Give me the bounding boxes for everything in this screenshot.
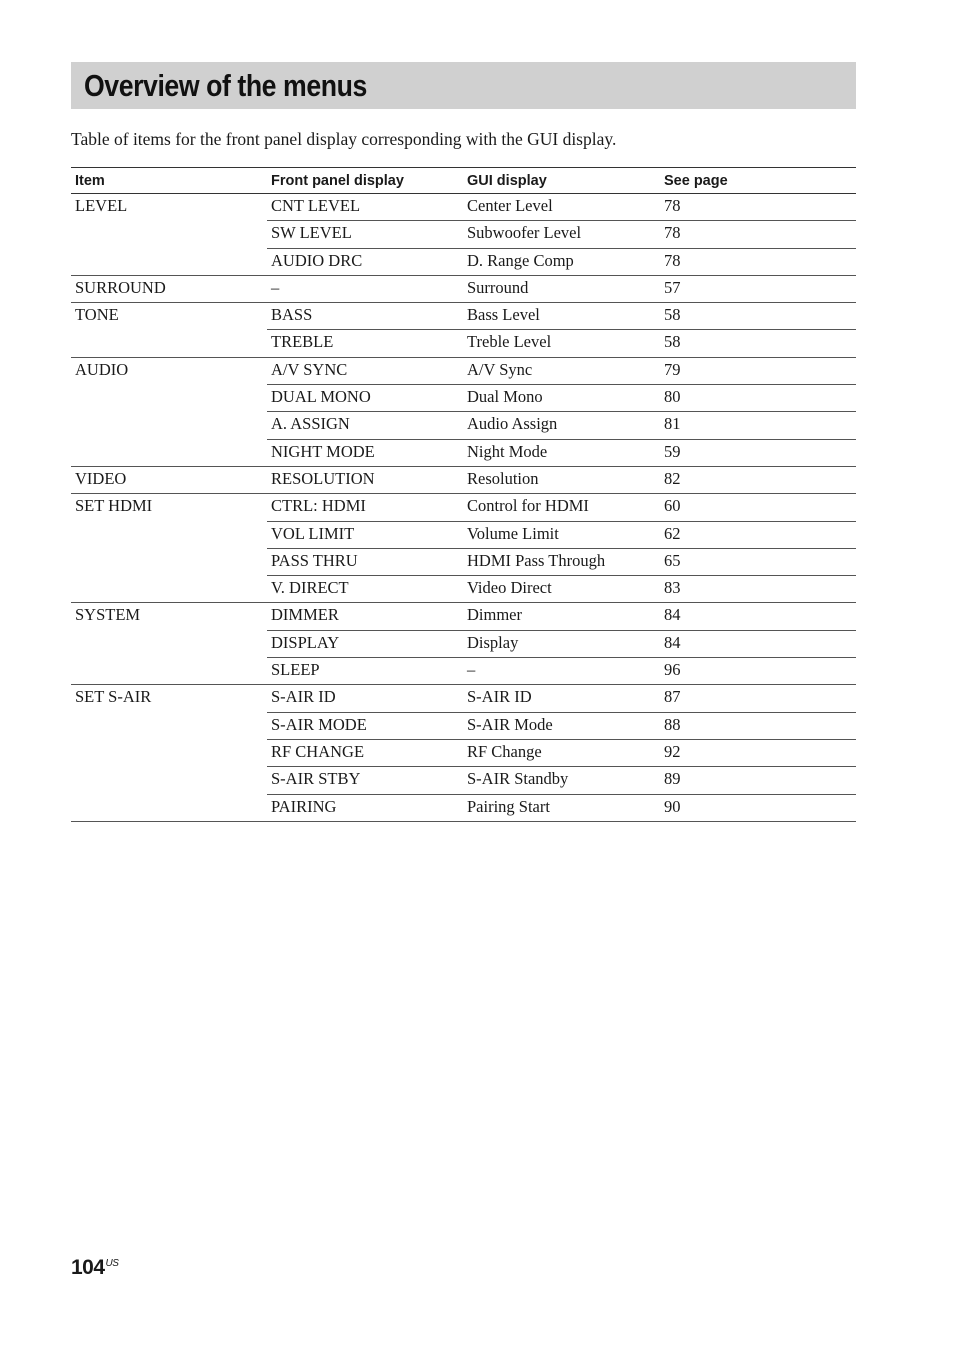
gui-display-cell: Dimmer [463, 603, 660, 630]
gui-display-cell: A/V Sync [463, 357, 660, 384]
gui-display-cell: Bass Level [463, 303, 660, 330]
gui-display-cell: Control for HDMI [463, 494, 660, 521]
front-panel-cell: SW LEVEL [267, 221, 463, 248]
front-panel-cell: AUDIO DRC [267, 248, 463, 275]
front-panel-cell: VOL LIMIT [267, 521, 463, 548]
gui-display-cell: Video Direct [463, 576, 660, 603]
front-panel-cell: TREBLE [267, 330, 463, 357]
table-row [71, 685, 856, 712]
table-row [71, 194, 856, 221]
see-page-cell: 58 [660, 303, 856, 330]
item-cell: LEVEL [71, 194, 267, 276]
see-page-cell: 58 [660, 330, 856, 357]
table-row [71, 357, 856, 384]
gui-display-cell: S-AIR Standby [463, 767, 660, 794]
see-page-cell: 57 [660, 275, 856, 302]
see-page-cell: 78 [660, 221, 856, 248]
see-page-cell: 92 [660, 739, 856, 766]
table-header-row [71, 168, 856, 194]
item-cell: VIDEO [71, 466, 267, 493]
page-region-suffix: US [105, 1258, 119, 1269]
table-row [71, 466, 856, 493]
front-panel-cell: A. ASSIGN [267, 412, 463, 439]
gui-display-cell: Pairing Start [463, 794, 660, 821]
see-page-cell: 82 [660, 466, 856, 493]
see-page-cell: 65 [660, 548, 856, 575]
front-panel-cell: BASS [267, 303, 463, 330]
item-cell: TONE [71, 303, 267, 358]
table-body [71, 194, 856, 822]
gui-display-cell: Treble Level [463, 330, 660, 357]
gui-display-cell: Subwoofer Level [463, 221, 660, 248]
front-panel-cell: SLEEP [267, 658, 463, 685]
gui-display-cell: S-AIR ID [463, 685, 660, 712]
page-title: Overview of the menus [84, 67, 367, 103]
column-header-gui: GUI display [463, 168, 660, 194]
item-cell: SET HDMI [71, 494, 267, 603]
see-page-cell: 84 [660, 630, 856, 657]
see-page-cell: 96 [660, 658, 856, 685]
see-page-cell: 80 [660, 385, 856, 412]
front-panel-cell: – [267, 275, 463, 302]
front-panel-cell: NIGHT MODE [267, 439, 463, 466]
gui-display-cell: Surround [463, 275, 660, 302]
see-page-cell: 60 [660, 494, 856, 521]
table-row [71, 303, 856, 330]
see-page-cell: 87 [660, 685, 856, 712]
front-panel-cell: RESOLUTION [267, 466, 463, 493]
front-panel-cell: PAIRING [267, 794, 463, 821]
column-header-item: Item [71, 168, 267, 194]
column-header-see-page: See page [660, 168, 856, 194]
front-panel-cell: V. DIRECT [267, 576, 463, 603]
see-page-cell: 81 [660, 412, 856, 439]
item-cell: SET S-AIR [71, 685, 267, 821]
see-page-cell: 78 [660, 248, 856, 275]
front-panel-cell: DIMMER [267, 603, 463, 630]
gui-display-cell: Display [463, 630, 660, 657]
gui-display-cell: D. Range Comp [463, 248, 660, 275]
table-row [71, 275, 856, 302]
gui-display-cell: HDMI Pass Through [463, 548, 660, 575]
gui-display-cell: Resolution [463, 466, 660, 493]
front-panel-cell: CNT LEVEL [267, 194, 463, 221]
gui-display-cell: – [463, 658, 660, 685]
front-panel-cell: CTRL: HDMI [267, 494, 463, 521]
gui-display-cell: Center Level [463, 194, 660, 221]
see-page-cell: 79 [660, 357, 856, 384]
see-page-cell: 89 [660, 767, 856, 794]
gui-display-cell: S-AIR Mode [463, 712, 660, 739]
section-title-bar [71, 62, 856, 109]
item-cell: SURROUND [71, 275, 267, 302]
table-row [71, 603, 856, 630]
column-header-front-panel: Front panel display [267, 168, 463, 194]
page-number [71, 1256, 118, 1280]
see-page-cell: 90 [660, 794, 856, 821]
menu-overview-table [71, 167, 856, 822]
front-panel-cell: A/V SYNC [267, 357, 463, 384]
see-page-cell: 78 [660, 194, 856, 221]
gui-display-cell: Audio Assign [463, 412, 660, 439]
front-panel-cell: S-AIR MODE [267, 712, 463, 739]
see-page-cell: 59 [660, 439, 856, 466]
intro-text: Table of items for the front panel display corresponding with the GUI display. [71, 129, 617, 149]
item-cell: SYSTEM [71, 603, 267, 685]
front-panel-cell: PASS THRU [267, 548, 463, 575]
front-panel-cell: DUAL MONO [267, 385, 463, 412]
front-panel-cell: RF CHANGE [267, 739, 463, 766]
front-panel-cell: DISPLAY [267, 630, 463, 657]
see-page-cell: 83 [660, 576, 856, 603]
gui-display-cell: Volume Limit [463, 521, 660, 548]
table-row [71, 494, 856, 521]
see-page-cell: 88 [660, 712, 856, 739]
gui-display-cell: RF Change [463, 739, 660, 766]
see-page-cell: 84 [660, 603, 856, 630]
see-page-cell: 62 [660, 521, 856, 548]
gui-display-cell: Night Mode [463, 439, 660, 466]
item-cell: AUDIO [71, 357, 267, 466]
front-panel-cell: S-AIR STBY [267, 767, 463, 794]
front-panel-cell: S-AIR ID [267, 685, 463, 712]
gui-display-cell: Dual Mono [463, 385, 660, 412]
page-number-value: 104 [71, 1256, 105, 1279]
